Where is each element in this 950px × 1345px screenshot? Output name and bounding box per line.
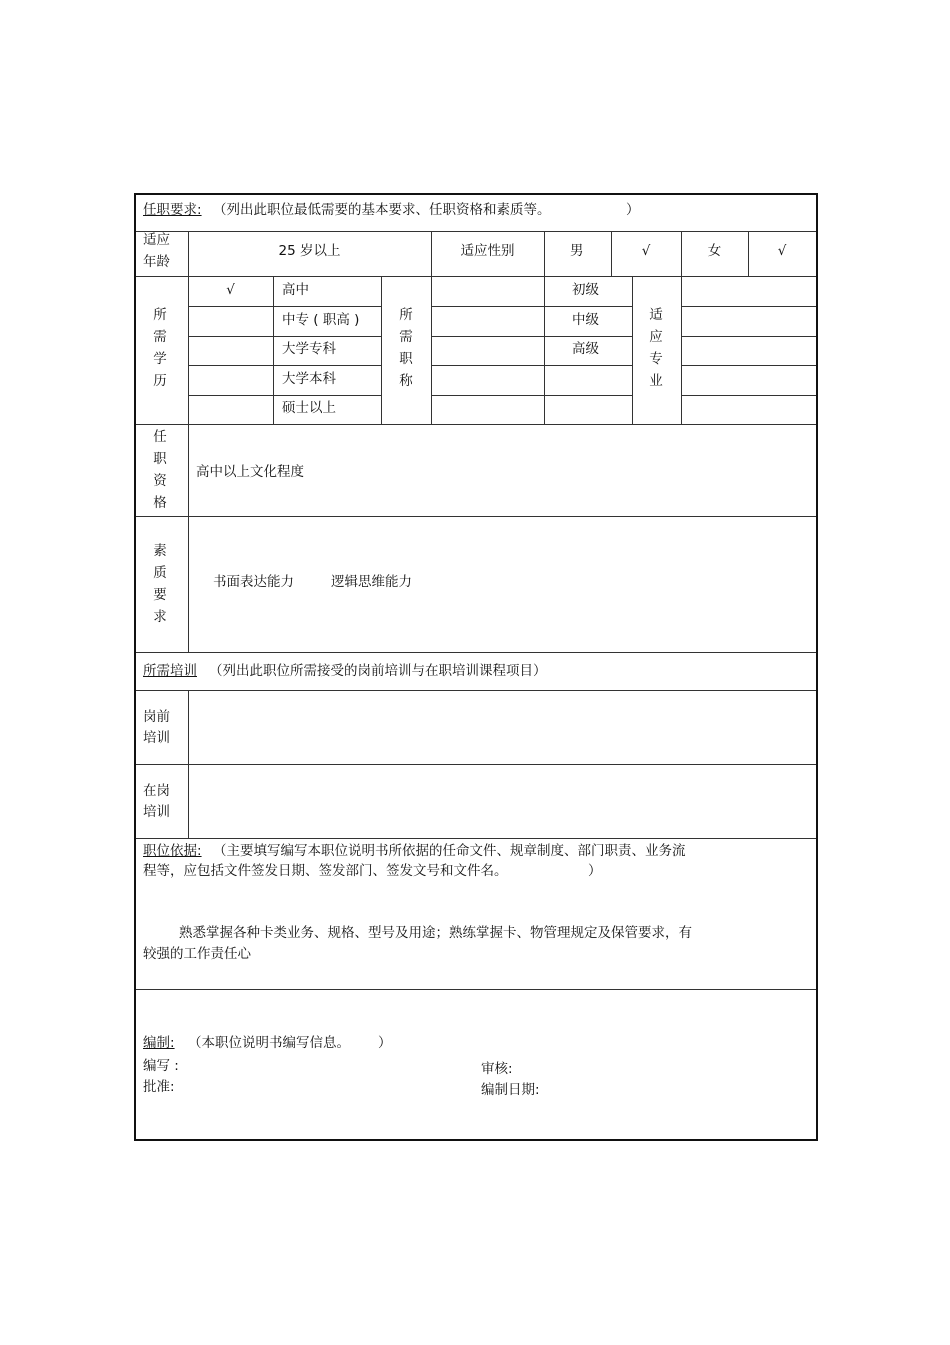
basis-note-line2: 程等，应包括文件签发日期、签发部门、签发文号和文件名。 [143,863,508,879]
col-divider [188,424,189,652]
col-divider [632,276,633,424]
reviewer-label: 审核: [481,1061,513,1077]
education-option-5: 硕士以上 [282,400,336,416]
compile-title: 编制: [143,1035,175,1051]
male-check: √ [641,243,651,259]
on-job-training-label-line1: 在岗 [143,783,170,799]
age-value: 25 岁以上 [278,243,341,259]
title-level-1: 初级 [572,282,599,298]
training-title: 所需培训 [143,663,197,679]
col-divider [188,690,189,838]
requirements-title: 任职要求: [143,202,202,218]
row-divider [431,306,632,307]
education-option-4: 大学本科 [282,371,336,387]
basis-content-line1: 熟悉掌握各种卡类业务、规格、型号及用途；熟练掌握卡、物管理规定及保管要求，有 [179,925,692,941]
title-level-label: 所 需 职 称 [399,307,413,389]
qualification-label: 任 职 资 格 [153,429,167,511]
row-divider [681,395,816,396]
title-level-3: 高级 [572,341,599,357]
requirements-note-close: ） [626,202,640,218]
education-check-1: √ [226,282,235,298]
training-note: （列出此职位所需接受的岗前培训与在职培训课程项目） [209,663,547,679]
pre-training-label-line1: 岗前 [143,709,170,725]
row-divider [188,336,382,337]
row-divider [136,652,816,653]
row-divider [136,838,816,839]
row-divider [136,276,816,277]
age-label-line1: 适应 [143,232,170,248]
male-label: 男 [570,243,584,259]
row-divider [136,516,816,517]
basis-note-line1: （主要填写编写本职位说明书所依据的任命文件、规章制度、部门职责、业务流 [213,843,686,859]
col-divider [381,276,382,424]
education-option-1: 高中 [282,282,309,298]
row-divider [431,365,632,366]
row-divider [431,395,632,396]
row-divider [136,764,816,765]
compile-date-label: 编制日期: [481,1082,540,1098]
row-divider [188,395,382,396]
row-divider [136,231,816,232]
row-divider [681,306,816,307]
row-divider [431,336,632,337]
row-divider [681,365,816,366]
col-divider [273,276,274,424]
approver-label: 批准: [143,1079,175,1095]
row-divider [681,336,816,337]
age-label-line2: 年龄 [143,254,170,270]
title-level-2: 中级 [572,312,599,328]
pre-training-label-line2: 培训 [143,730,170,746]
writer-label: 编写 : [143,1058,179,1074]
major-label: 适 应 专 业 [649,307,663,389]
basis-content-line2: 较强的工作责任心 [143,946,251,962]
basis-note-close: ） [588,863,602,879]
row-divider [136,989,816,990]
requirements-note: （列出此职位最低需要的基本要求、任职资格和素质等。 [213,202,551,218]
col-divider [681,276,682,424]
compile-note-close: ） [378,1035,392,1051]
female-check: √ [777,243,787,259]
qualification-content: 高中以上文化程度 [196,464,304,480]
col-divider [188,276,189,424]
row-divider [188,306,382,307]
row-divider [136,690,816,691]
female-label: 女 [707,243,722,259]
row-divider [188,365,382,366]
quality-label: 素 质 要 求 [153,543,167,625]
basis-title: 职位依据: [143,843,202,859]
quality-item-2: 逻辑思维能力 [331,574,412,590]
col-divider [544,276,545,424]
compile-note: （本职位说明书编写信息。 [188,1035,350,1051]
quality-item-1: 书面表达能力 [213,574,294,590]
on-job-training-label-line2: 培训 [143,804,170,820]
education-label: 所 需 学 历 [153,307,167,389]
education-option-2: 中专 ( 职高 ) [282,312,360,328]
gender-label: 适应性别 [460,243,515,259]
row-divider [136,424,816,425]
col-divider [544,231,545,276]
col-divider [431,276,432,424]
education-option-3: 大学专科 [282,341,336,357]
